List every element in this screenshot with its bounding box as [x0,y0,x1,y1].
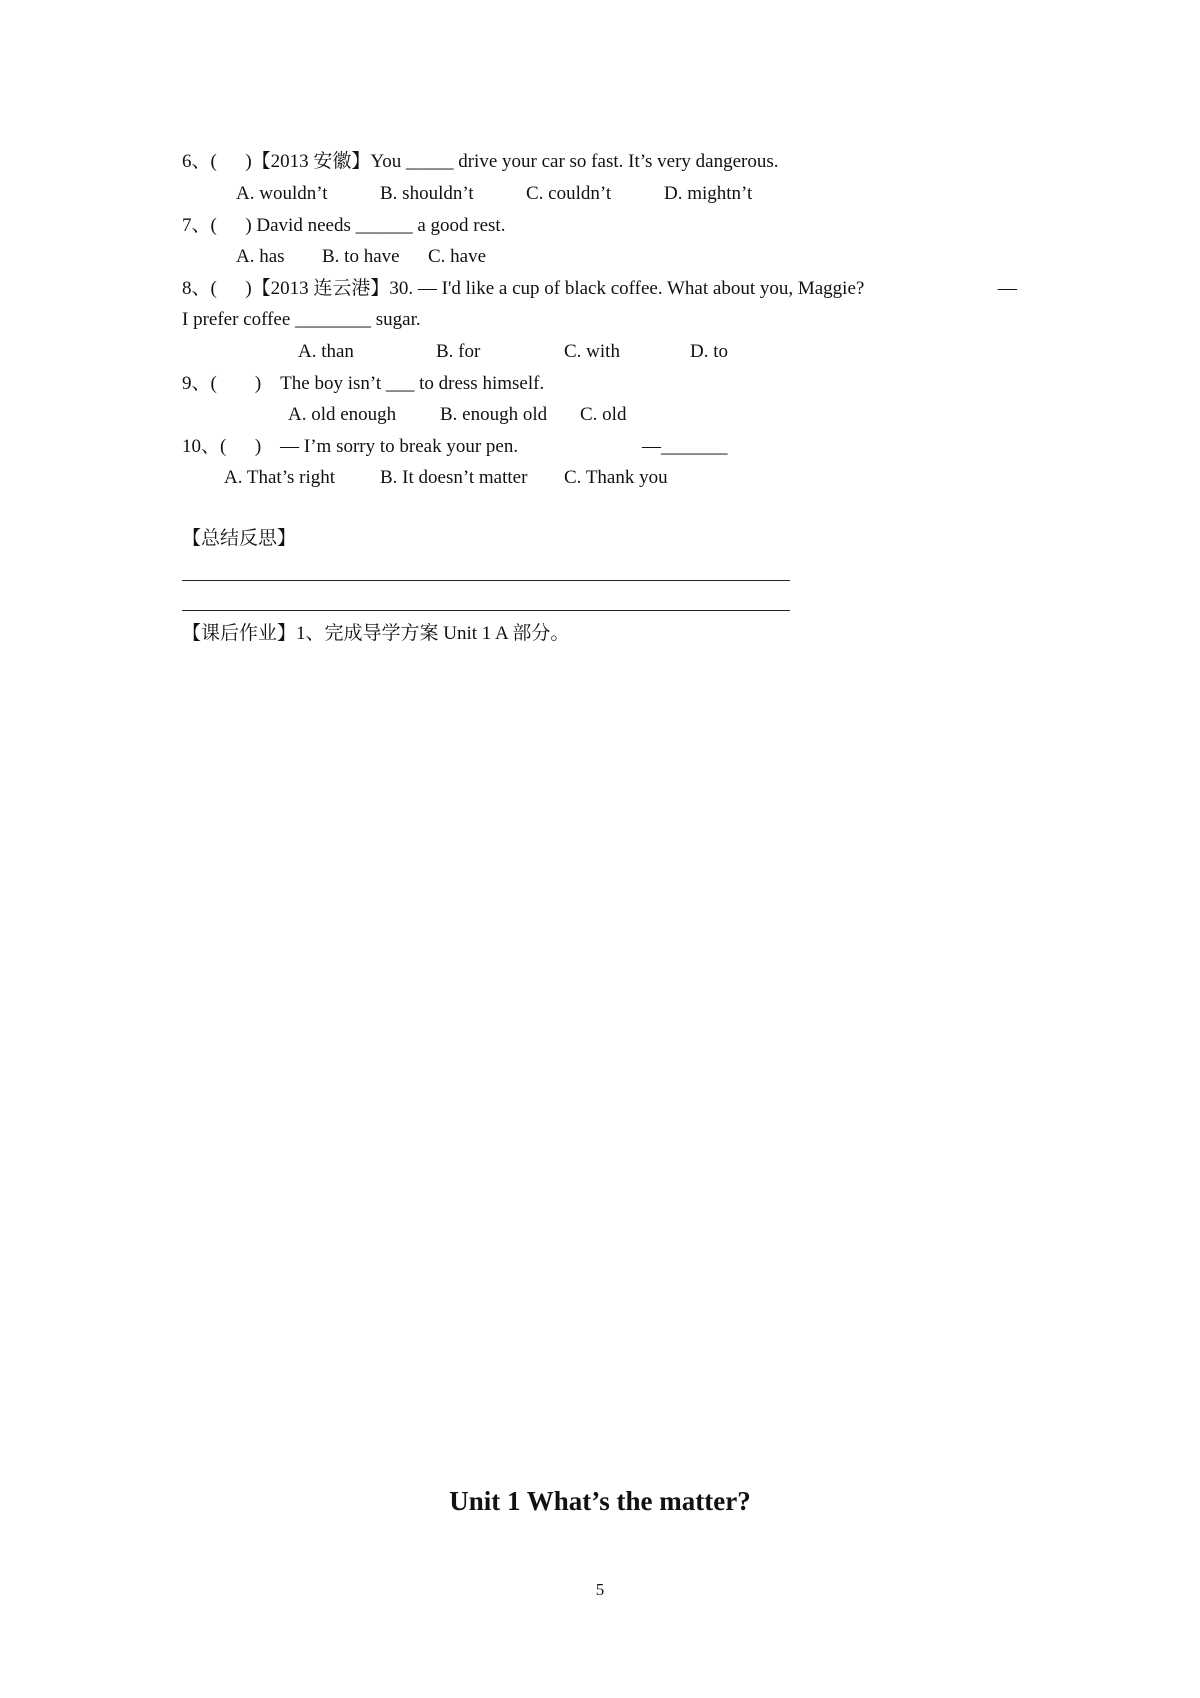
question-7-option-a: A. has [236,246,285,267]
summary-heading: 【总结反思】 [182,528,297,549]
question-8-stem: 8、( )【2013 连云港】30. — I'd like a cup of black coffee. What about you, Maggie? [182,278,865,299]
question-8-option-b: B. for [436,341,481,362]
question-7-stem: 7、( ) David needs ______ a good rest. [182,215,506,236]
question-10-stem: 10、( ) — I’m sorry to break your pen. [182,436,519,457]
question-9-option-c: C. old [580,404,627,425]
homework-text: 【课后作业】1、完成导学方案 Unit 1 A 部分。 [182,623,570,644]
unit-title: Unit 1 What’s the matter? [449,1486,751,1516]
question-9-option-b: B. enough old [440,404,548,425]
question-9-stem: 9、( ) The boy isn’t ___ to dress himself. [182,373,545,394]
question-6-option-d: D. mightn’t [664,183,753,204]
page-number: 5 [595,1580,605,1599]
question-10-option-c: C. Thank you [564,467,668,488]
question-10-option-a: A. That’s right [224,467,336,488]
summary-answer-line-1 [182,580,790,581]
summary-answer-line-2 [182,610,790,611]
question-8-dash: — [998,278,1017,299]
question-6-option-b: B. shouldn’t [380,183,474,204]
question-7-option-b: B. to have [322,246,400,267]
question-8-option-a: A. than [298,341,354,362]
question-6-stem: 6、( )【2013 安徽】You _____ drive your car so fast. It’s very dangerous. [182,151,779,172]
question-7-option-c: C. have [428,246,487,267]
question-10-option-b: B. It doesn’t matter [380,467,528,488]
question-6-option-c: C. couldn’t [526,183,612,204]
question-6-option-a: A. wouldn’t [236,183,328,204]
question-9-option-a: A. old enough [288,404,397,425]
question-8-option-c: C. with [564,341,620,362]
question-10-reply-blank: —_______ [642,436,728,457]
question-8-option-d: D. to [690,341,728,362]
question-8-stem-continued: I prefer coffee ________ sugar. [182,309,421,330]
